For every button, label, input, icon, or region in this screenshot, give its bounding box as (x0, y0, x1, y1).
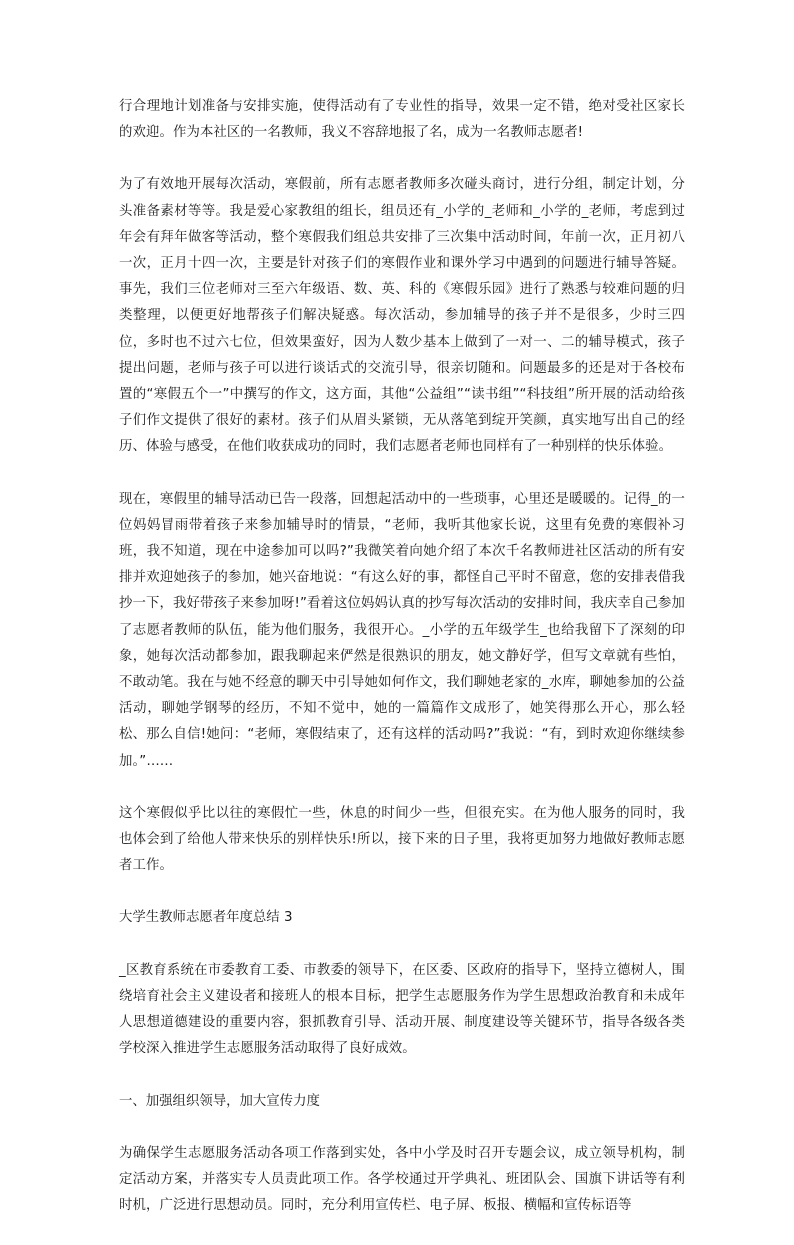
section-title: 大学生教师志愿者年度总结 3 (119, 910, 293, 926)
paragraph-section-intro: _区教育系统在市委教育工委、市教委的领导下，在区委、区政府的指导下，坚持立德树人，围绕培育社会主义建设者和接班人的根本目标，把学生志愿服务作为学生思想政治教育和未成年人思想道德建设的重要内容，狠抓教育引导、活动开展、制度建设等关键环节，指导各级各类学校深入推进学生志愿服务活动取得了良好成效。 (119, 962, 685, 1057)
document-page (119, 94, 685, 1245)
subheading: 一、加强组织领导，加大宣传力度 (119, 1093, 320, 1109)
paragraph-intro: 行合理地计划准备与安排实施，使得活动有了专业性的指导，效果一定不错，绝对受社区家长的欢迎。作为本社区的一名教师，我义不容辞地报了名，成为一名教师志愿者! (119, 99, 685, 141)
paragraph-activity-planning: 为了有效地开展每次活动，寒假前，所有志愿者教师多次碰头商讨，进行分组，制定计划，分头准备素材等等。我是爱心家教组的组长，组员还有_小学的_老师和_小学的_老师，考虑到过年会有拜年做客等活动，整个寒假我们组总共安排了三次集中活动时间，年前一次，正月初八一次，正月十四一次，主要是针对孩子们的寒假作业和课外学习中遇到的问题进行辅导答疑。事先，我们三位老师对三至六年级语、数、英、科的《寒假乐园》进行了熟悉与较难问题的归类整理，以便更好地帮孩子们解决疑惑。每次活动，参加辅导的孩子并不是很多，少时三四位，多时也不过六七位，但效果蛮好，因为人数少基本上做到了一对一、二的辅导模式，孩子提出问题，老师与孩子可以进行谈话式的交流引导，很亲切随和。问题最多的还是对于各校布置的“寒假五个一”中撰写的作文，这方面，其他“公益组”“读书组”“科技组”所开展的活动给孩子们作文提供了很好的素材。孩子们从眉头紧锁，无从落笔到绽开笑颜，真实地写出自己的经历、体验与感受，在他们收获成功的同时，我们志愿者老师也同样有了一种别样的快乐体验。 (119, 177, 685, 455)
paragraph-conclusion: 这个寒假似乎比以往的寒假忙一些，休息的时间少一些，但很充实。在为他人服务的同时，我也体会到了给他人带来快乐的别样快乐!所以，接下来的日子里，我将更加努力地做好教师志愿者工作。 (119, 805, 685, 874)
paragraph-last: 为确保学生志愿服务活动各项工作落到实处，各中小学及时召开专题会议，成立领导机构，制定活动方案，并落实专人员责此项工作。各学校通过开学典礼、班团队会、国旗下讲话等有利时机，广泛进行思想动员。同时，充分利用宣传栏、电子屏、板报、横幅和宣传标语等 (119, 1145, 685, 1214)
paragraph-memories: 现在，寒假里的辅导活动已告一段落，回想起活动中的一些琐事，心里还是暖暖的。记得_的一位妈妈冒雨带着孩子来参加辅导时的情景，“老师，我听其他家长说，这里有免费的寒假补习班，我不知道，现在中途参加可以吗?”我微笑着向她介绍了本次千名教师进社区活动的所有安排并欢迎她孩子的参加，她兴奋地说：“有这么好的事，都怪自己平时不留意，您的安排表借我抄一下，我好带孩子来参加呀!”看着这位妈妈认真的抄写每次活动的安排时间，我庆幸自己参加了志愿者教师的队伍，能为他们服务，我很开心。_小学的五年级学生_也给我留下了深刻的印象，她每次活动都参加，跟我聊起来俨然是很熟识的朋友，她文静好学，但写文章就有些怕，不敢动笔。我在与她不经意的聊天中引导她如何作文，我们聊她老家的_水库，聊她参加的公益活动，聊她学钢琴的经历，不知不觉中，她的一篇篇作文成形了，她笑得那么开心，那么轻松、那么自信!她问：“老师，寒假结束了，还有这样的活动吗?”我说：“有，到时欢迎你继续参加。”…… (119, 491, 685, 769)
